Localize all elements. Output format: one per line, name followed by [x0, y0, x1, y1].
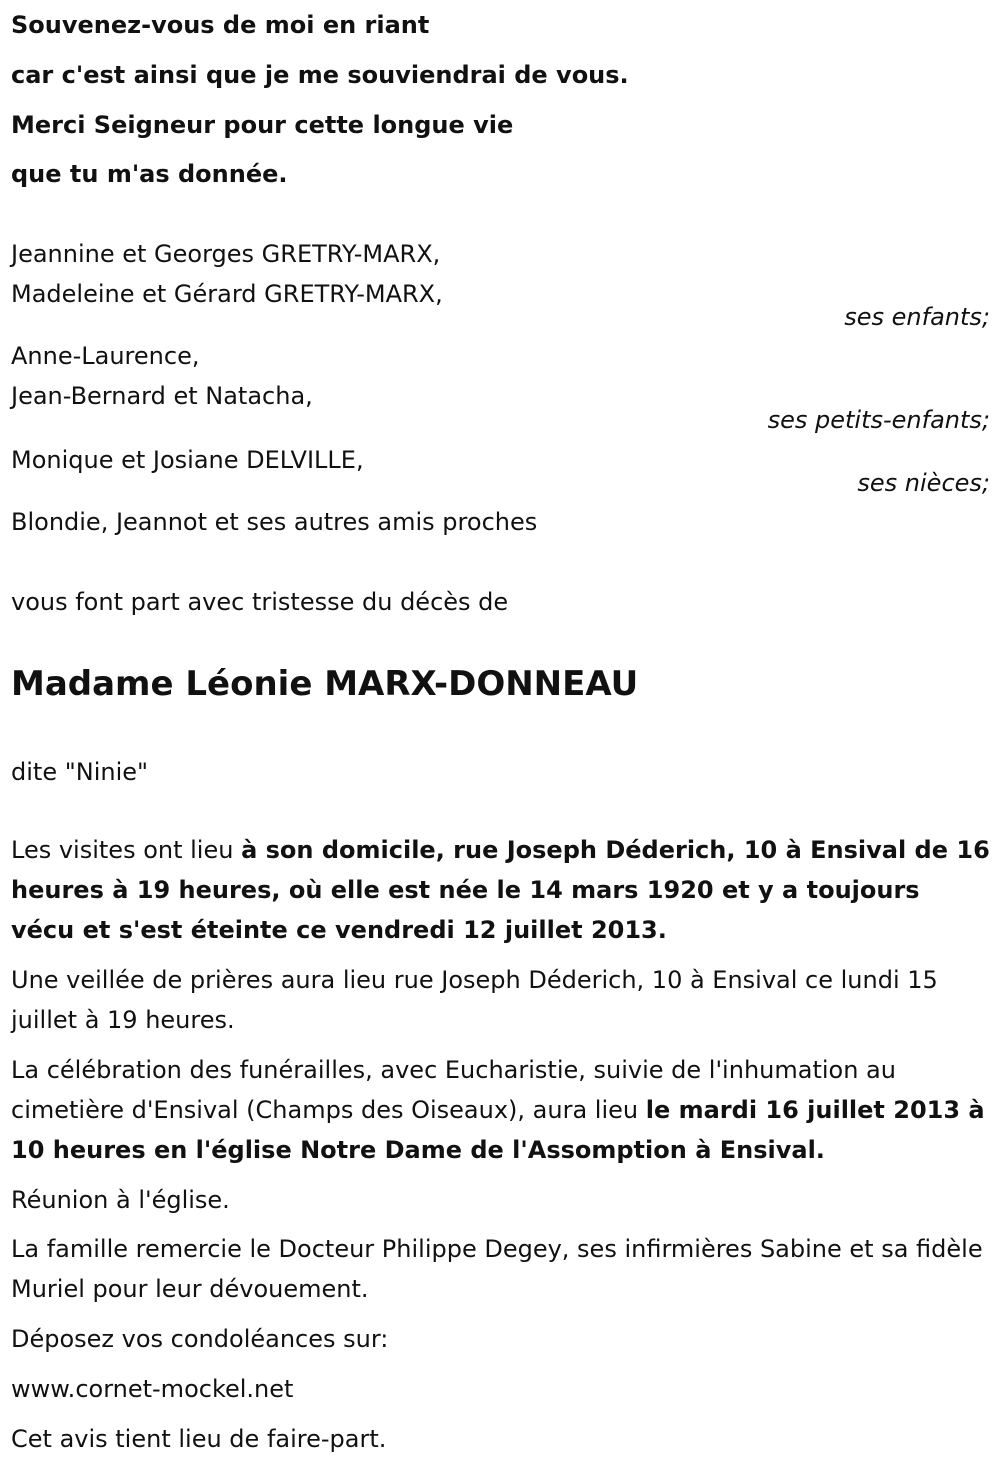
nieces-role: ses nièces;: [857, 469, 990, 497]
friends-line: Blondie, Jeannot et ses autres amis proches: [11, 508, 538, 536]
deceased-name: Madame Léonie MARX-DONNEAU: [11, 664, 639, 704]
poem-line-3: Merci Seigneur pour cette longue vie: [11, 111, 514, 139]
poem-line-1: Souvenez-vous de moi en riant: [11, 11, 430, 39]
vigil-paragraph: Une veillée de prières aura lieu rue Joseph Déderich, 10 à Ensival ce lundi 15 juillet à 19 heures.: [11, 966, 938, 1034]
meeting-paragraph: Réunion à l'église.: [11, 1186, 230, 1214]
children-line-1: Jeannine et Georges GRETRY-MARX,: [11, 240, 441, 268]
children-role: ses enfants;: [844, 303, 990, 331]
website-link[interactable]: www.cornet-mockel.net: [11, 1375, 294, 1403]
grandchildren-line-2: Jean-Bernard et Natacha,: [11, 382, 313, 410]
condolences-label: Déposez vos condoléances sur:: [11, 1325, 389, 1353]
visits-details: à son domicile, rue Joseph Déderich, 10 à Ensival de 16 heures à 19 heures, où elle est née le 14 mars 1920 et y a toujours vécu et s'est éteinte ce vendredi 12 juillet 2013.: [11, 836, 990, 944]
visits-paragraph: [11, 830, 991, 950]
poem-line-2: car c'est ainsi que je me souviendrai de vous.: [11, 61, 629, 89]
nieces-line: Monique et Josiane DELVILLE,: [11, 446, 364, 474]
thanks-paragraph: La famille remercie le Docteur Philippe Degey, ses infirmières Sabine et sa fidèle Muriel pour leur dévouement.: [11, 1235, 983, 1303]
notice-line: Cet avis tient lieu de faire-part.: [11, 1425, 387, 1453]
funeral-details: le mardi 16 juillet 2013 à 10 heures en l'église Notre Dame de l'Assomption à Ensival.: [11, 1096, 985, 1164]
funeral-paragraph: [11, 1050, 991, 1170]
grandchildren-role: ses petits-enfants;: [767, 406, 990, 434]
funeral-intro: La célébration des funérailles, avec Eucharistie, suivie de l'inhumation au cimetière d'Ensival (Champs des Oiseaux), aura lieu: [11, 1056, 896, 1124]
announcement: vous font part avec tristesse du décès de: [11, 588, 509, 616]
poem-line-4: que tu m'as donnée.: [11, 160, 288, 188]
visits-intro: Les visites ont lieu: [11, 836, 242, 864]
nickname: dite "Ninie": [11, 758, 149, 786]
children-line-2: Madeleine et Gérard GRETRY-MARX,: [11, 280, 443, 308]
grandchildren-line-1: Anne-Laurence,: [11, 342, 200, 370]
